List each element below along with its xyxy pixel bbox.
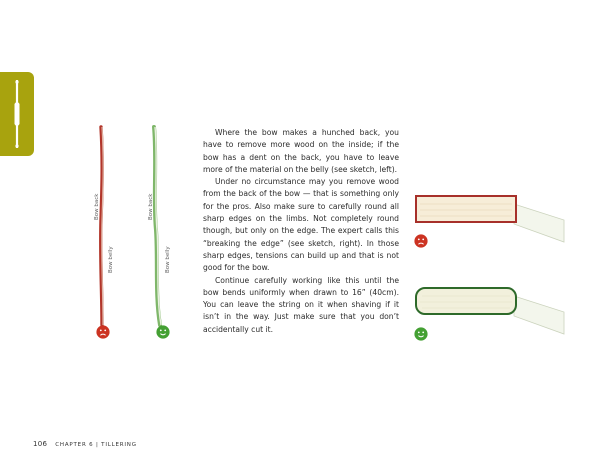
body-paragraph: Where the bow makes a hunched back, you have to remove more wood on the inside; if the bow has a dent on the back, you have to leave more of the material on the belly (see sketch, left). bbox=[203, 128, 399, 174]
happy-face-icon bbox=[156, 325, 170, 339]
happy-face-icon bbox=[414, 327, 428, 341]
bad-stave-belly-label: Bow belly bbox=[108, 246, 114, 273]
good-stave-sketch bbox=[142, 120, 182, 350]
chapter-side-tab bbox=[0, 72, 34, 156]
body-paragraph: Under no circumstance may you remove wood from the back of the bow — that is something only for the pros. Also make sure to carefully round all sharp edges on the limbs. Not completely round though, but only on the edge. The expert calls this “breaking the edge” (see sketch, right). In those sharp edges, tensions can build up and that is not good for the bow. bbox=[203, 177, 399, 273]
body-paragraph: Continue carefully working like this until the bow bends uniformly when drawn to 16” (40cm). You can leave the string on it when shaving if it isn’t in the way. Just make sure that you don’t accidentally cut it. bbox=[203, 275, 399, 334]
good-stave-belly-label: Bow belly bbox=[165, 246, 171, 273]
body-text bbox=[203, 127, 399, 336]
sharp-edge-section-sketch bbox=[408, 176, 568, 250]
sad-face-icon bbox=[414, 234, 428, 248]
sad-face-icon bbox=[96, 325, 110, 339]
bad-stave-sketch bbox=[88, 120, 128, 350]
chapter-label: CHAPTER 6 | TILLERING bbox=[55, 442, 137, 448]
good-stave-back-label: Bow back bbox=[148, 193, 154, 220]
page-footer bbox=[33, 440, 137, 448]
page-number: 106 bbox=[33, 440, 48, 448]
rounded-edge-section-sketch bbox=[408, 270, 568, 344]
bad-stave-back-label: Bow back bbox=[94, 193, 100, 220]
bow-silhouette-icon bbox=[11, 78, 23, 150]
